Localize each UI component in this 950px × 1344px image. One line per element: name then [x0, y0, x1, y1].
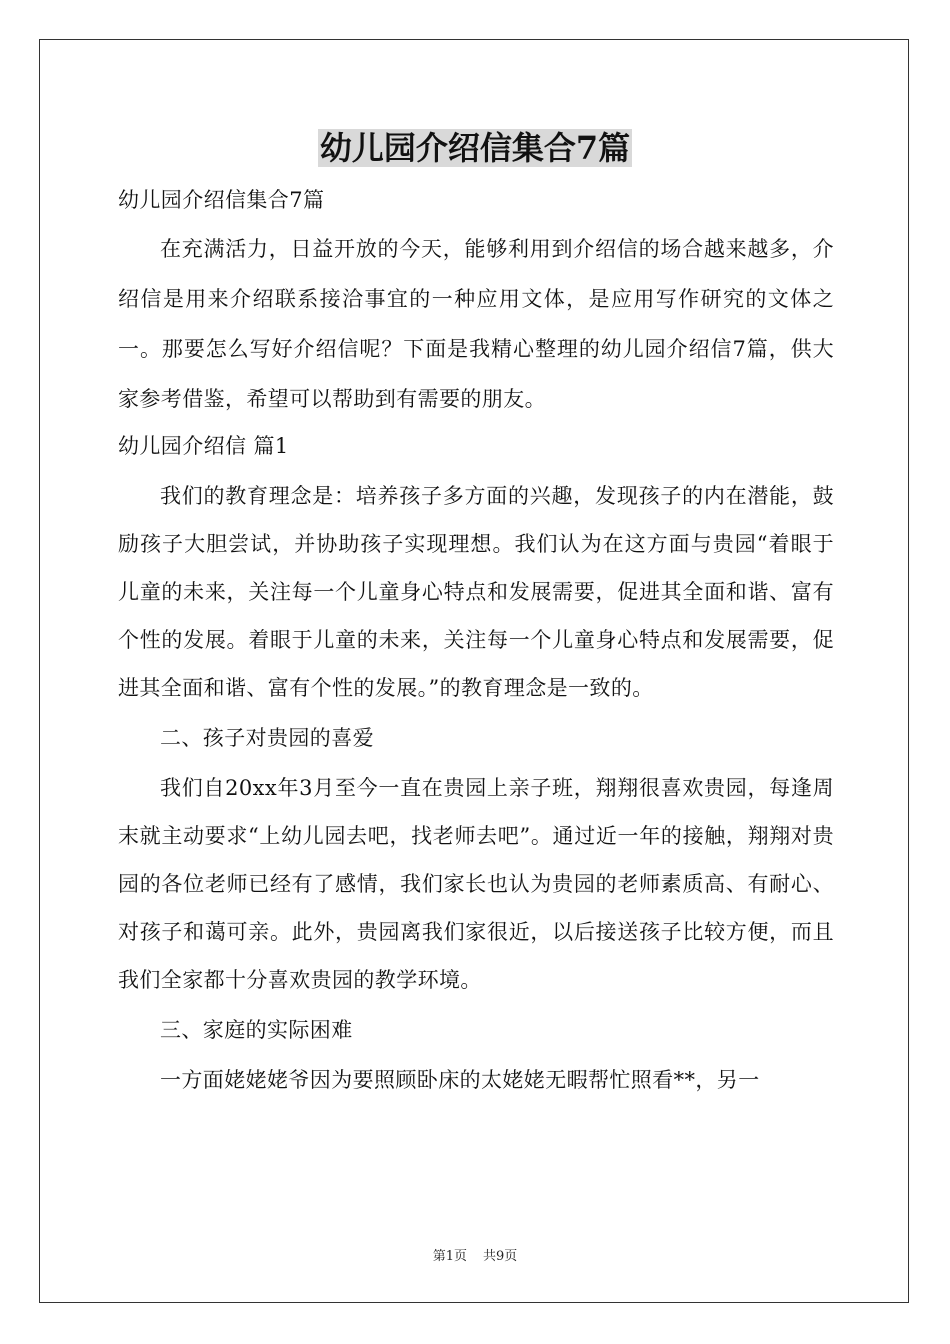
- page-number: 第1页: [432, 1249, 467, 1264]
- page-total: 共9页: [483, 1249, 518, 1264]
- subsection-heading: 二、孩子对贵园的喜爱: [160, 726, 374, 750]
- intro-paragraph: 在充满活力，日益开放的今天，能够利用到介绍信的场合越来越多，介绍信是用来介绍联系接洽事宜的一种应用文体，是应用写作研究的文体之一。那要怎么写好介绍信呢？下面是我精心整理的幼儿园介绍信7篇，供大家参考借鉴，希望可以帮助到有需要的朋友。: [118, 237, 834, 411]
- body-paragraph: 我们的教育理念是：培养孩子多方面的兴趣，发现孩子的内在潜能，鼓励孩子大胆尝试，并协助孩子实现理想。我们认为在这方面与贵园“着眼于儿童的未来，关注每一个儿童身心特点和发展需要，促进其全面和谐、富有个性的发展。着眼于儿童的未来，关注每一个儿童身心特点和发展需要，促进其全面和谐、富有个性的发展。”的教育理念是一致的。: [118, 484, 834, 700]
- section-heading: 幼儿园介绍信 篇1: [118, 434, 289, 458]
- document-title: [0, 124, 950, 172]
- document-body: [118, 178, 834, 1104]
- body-paragraph: 我们自20xx年3月至今一直在贵园上亲子班，翔翔很喜欢贵园，每逢周末就主动要求“上幼儿园去吧，找老师去吧”。通过近一年的接触，翔翔对贵园的各位老师已经有了感情，我们家长也认为贵园的老师素质高、有耐心、对孩子和蔼可亲。此外，贵园离我们家很近，以后接送孩子比较方便，而且我们全家都十分喜欢贵园的教学环境。: [118, 776, 834, 992]
- document-title-text: 幼儿园介绍信集合7篇: [319, 129, 631, 167]
- body-paragraph: 一方面姥姥姥爷因为要照顾卧床的太姥姥无暇帮忙照看**，另一: [160, 1068, 760, 1092]
- document-subtitle: 幼儿园介绍信集合7篇: [118, 188, 325, 212]
- subsection-heading: 三、家庭的实际困难: [160, 1018, 353, 1042]
- page-footer: [0, 1249, 950, 1265]
